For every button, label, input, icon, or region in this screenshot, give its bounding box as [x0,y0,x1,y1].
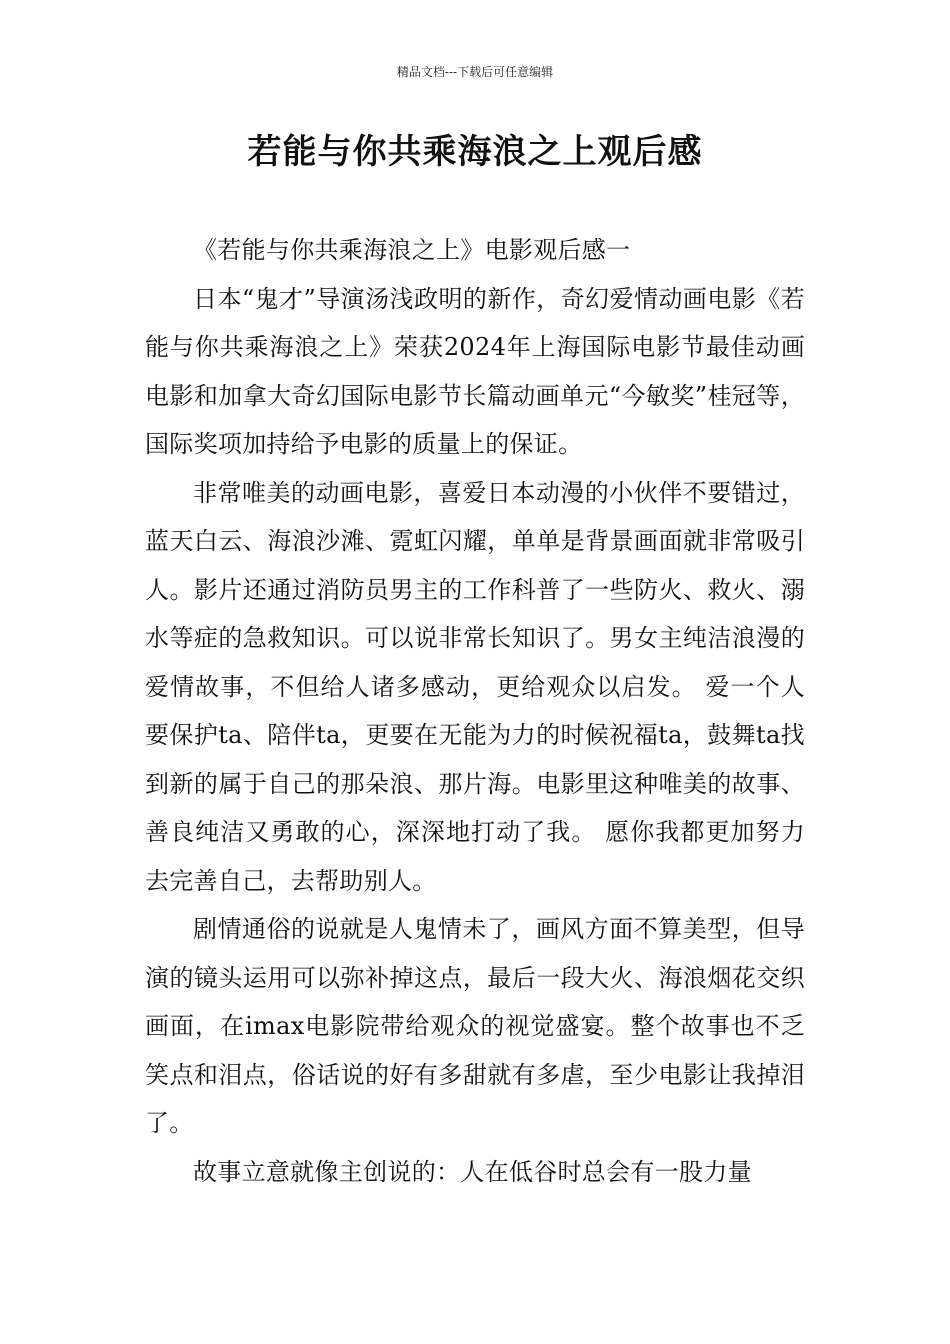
paragraph: 剧情通俗的说就是人鬼情未了，画风方面不算美型，但导演的镜头运用可以弥补掉这点，最后一段大火、海浪烟花交织画面，在imax电影院带给观众的视觉盛宴。整个故事也不乏笑点和泪点，俗话说的好有多甜就有多虐，至少电影让我掉泪了。 [145,915,805,1137]
paragraph: 日本“鬼才”导演汤浅政明的新作，奇幻爱情动画电影《若能与你共乘海浪之上》荣获2024年上海国际电影节最佳动画电影和加拿大奇幻国际电影节长篇动画单元“今敏奖”桂冠等，国际奖项加持给予电影的质量上的保证。 [145,284,805,458]
document-body [145,226,805,1196]
paragraph: 故事立意就像主创说的：人在低谷时总会有一股力量 [193,1157,752,1186]
header-note: 精品文档---下载后可任意编辑 [396,65,554,79]
paragraph: 非常唯美的动画电影，喜爱日本动漫的小伙伴不要错过， 蓝天白云、海浪沙滩、霓虹闪耀，单单是背景画面就非常吸引人。影片还通过消防员男主的工作科普了一些防火、救火、溺水等症的急救知识。可以说非常长知识了。男女主纯洁浪漫的爱情故事，不但给人诸多感动，更给观众以启发。 爱一个人要保护ta、陪伴ta，更要在无能为力的时候祝福ta，鼓舞ta找到新的属于自己的那朵浪、那片海。电影里这种唯美的故事、善良纯洁又勇敢的心，深深地打动了我。 愿你我都更加努力去完善自己，去帮助别人。 [145,478,805,895]
paragraph-subtitle: 《若能与你共乘海浪之上》电影观后感一 [193,236,631,264]
page-title: 若能与你共乘海浪之上观后感 [247,132,703,172]
